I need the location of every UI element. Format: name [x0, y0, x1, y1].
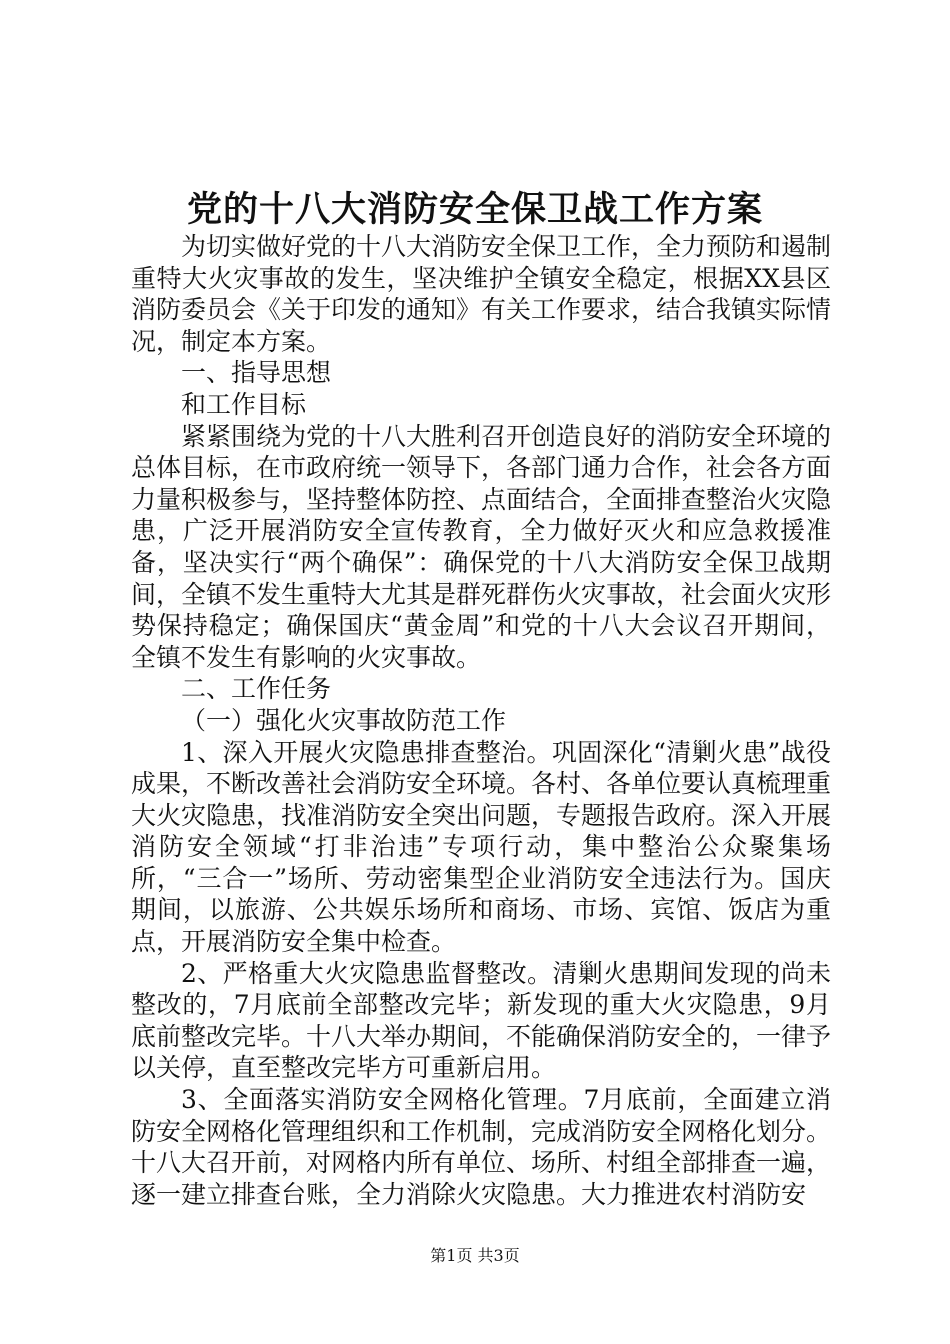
paragraph-intro: 为切实做好党的十八大消防安全保卫工作，全力预防和遏制重特大火灾事故的发生，坚决维护全镇安全稳定，根据XX县区消防委员会《关于印发的通知》有关工作要求，结合我镇实际情况，制定本方案。: [131, 232, 832, 356]
document-title: 党的十八大消防安全保卫战工作方案: [186, 189, 763, 230]
section-heading-tasks: 二、工作任务: [181, 674, 332, 704]
document-body: [131, 231, 831, 1210]
paragraph-task-2: 2、严格重大火灾隐患监督整改。清剿火患期间发现的尚未整改的，7月底前全部整改完毕；新发现的重大火灾隐患，9月底前整改完毕。十八大举办期间，不能确保消防安全的，一律予以关停，直至整改完毕方可重新启用。: [131, 958, 832, 1083]
paragraph-task-1: 1、深入开展火灾隐患排查整治。巩固深化“清剿火患”战役成果，不断改善社会消防安全环境。各村、各单位要认真梳理重大火灾隐患，找准消防安全突出问题，专题报告政府。深入开展消防安全领域“打非治违”专项行动，集中整治公众聚集场所，“三合一”场所、劳动密集型企业消防安全违法行为。国庆期间，以旅游、公共娱乐场所和商场、市场、宾馆、饭店为重点，开展消防安全集中检查。: [131, 737, 832, 957]
page-footer: 第1页 共3页: [430, 1246, 520, 1265]
section-heading-guiding-thought: 一、指导思想: [181, 358, 332, 388]
section-heading-goals: 和工作目标: [181, 389, 307, 419]
subsection-heading-prevention: （一）强化火灾事故防范工作: [181, 705, 507, 735]
paragraph-task-3: 3、全面落实消防安全网格化管理。7月底前，全面建立消防安全网格化管理组织和工作机制，完成消防安全网格化划分。十八大召开前，对网格内所有单位、场所、村组全部排查一遍，逐一建立排查台账，全力消除火灾隐患。大力推进农村消防安: [131, 1085, 832, 1209]
paragraph-goals: 紧紧围绕为党的十八大胜利召开创造良好的消防安全环境的总体目标，在市政府统一领导下，各部门通力合作，社会各方面力量积极参与，坚持整体防控、点面结合，全面排查整治火灾隐患，广泛开展消防安全宣传教育，全力做好灭火和应急救援准备，坚决实行“两个确保”：确保党的十八大消防安全保卫战期间，全镇不发生重特大尤其是群死群伤火灾事故，社会面火灾形势保持稳定；确保国庆“黄金周”和党的十八大会议召开期间，全镇不发生有影响的火灾事故。: [131, 421, 832, 672]
